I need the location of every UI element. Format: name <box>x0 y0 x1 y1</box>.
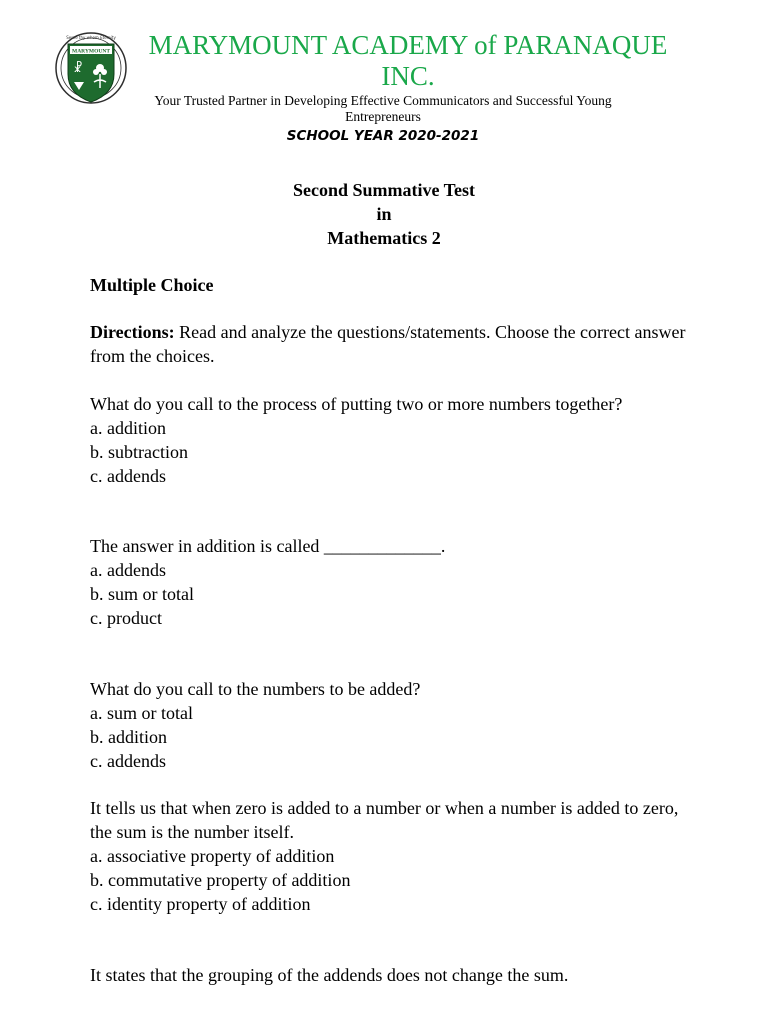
question-text: What do you call to the numbers to be added? <box>90 679 421 699</box>
question-4 <box>90 796 690 916</box>
choice-c: c. addends <box>90 751 166 771</box>
school-year: SCHOOL YEAR 2020-2021 <box>286 128 480 144</box>
logo-label: MARYMOUNT <box>72 48 110 55</box>
choice-b: b. commutative property of addition <box>90 870 351 890</box>
school-name: MARYMOUNT ACADEMY of PARANAQUE INC. <box>148 30 668 91</box>
question-text: It tells us that when zero is added to a number or when a number is added to zero, the sum is the number itself. <box>90 798 683 842</box>
question-1 <box>90 392 690 488</box>
question-text: The answer in addition is called _____________. <box>90 536 446 556</box>
choice-a: a. addends <box>90 560 166 580</box>
school-crest-logo <box>54 30 128 106</box>
section-heading: Multiple Choice <box>90 275 214 295</box>
directions <box>90 320 690 368</box>
choice-a: a. sum or total <box>90 703 193 723</box>
title-line-2: in <box>376 204 392 224</box>
choice-c: c. addends <box>90 466 166 486</box>
title-line-3: Mathematics 2 <box>327 228 441 248</box>
directions-text: Read and analyze the questions/statements. Choose the correct answer from the choices. <box>90 322 686 366</box>
test-title <box>0 178 768 250</box>
logo-ring-text: Serve thy whom Eternity <box>66 35 116 40</box>
question-5 <box>90 963 690 987</box>
title-line-1: Second Summative Test <box>292 180 476 200</box>
choice-b: b. subtraction <box>90 442 188 462</box>
choice-b: b. addition <box>90 727 167 747</box>
choice-c: c. product <box>90 608 162 628</box>
choice-c: c. identity property of addition <box>90 894 311 914</box>
choice-a: a. addition <box>90 418 166 438</box>
directions-label: Directions: <box>90 322 175 342</box>
question-2 <box>90 534 690 630</box>
question-text: It states that the grouping of the addends does not change the sum. <box>90 965 569 985</box>
question-text: What do you call to the process of putting two or more numbers together? <box>90 394 623 414</box>
choice-a: a. associative property of addition <box>90 846 335 866</box>
question-3 <box>90 677 690 773</box>
svg-text:☧: ☧ <box>73 61 83 75</box>
choice-b: b. sum or total <box>90 584 194 604</box>
school-tagline: Your Trusted Partner in Developing Effective Communicators and Successful Young Entrepreneurs <box>154 93 612 124</box>
